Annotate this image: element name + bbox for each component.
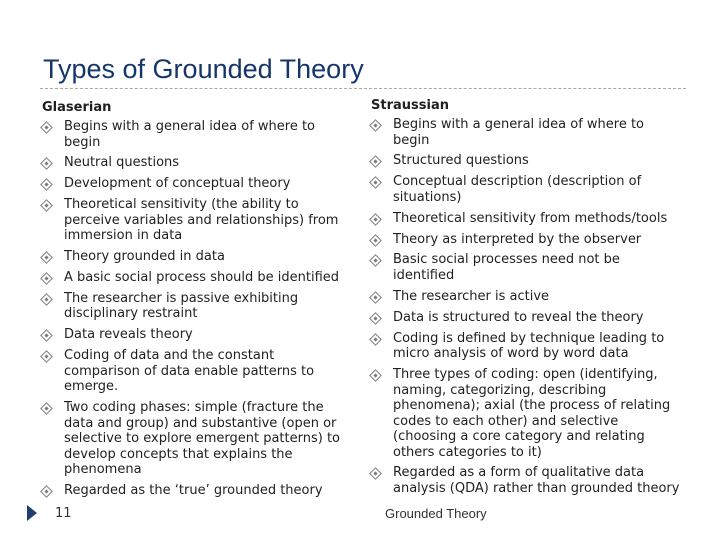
list-item: [371, 465, 683, 496]
diamond-bullet-icon: [369, 312, 382, 325]
list-item-text: Theory grounded in data: [64, 249, 225, 265]
diamond-bullet-icon: [369, 156, 382, 169]
straussian-list: [371, 117, 683, 496]
diamond-bullet-icon: [40, 293, 53, 306]
diamond-bullet-icon: [40, 158, 53, 171]
list-item: [42, 483, 352, 499]
diamond-bullet-icon: [40, 350, 53, 363]
diamond-bullet-icon: [369, 119, 382, 132]
diamond-bullet-icon: [369, 234, 382, 247]
diamond-bullet-icon: [369, 213, 382, 226]
list-item-text: A basic social process should be identified: [64, 269, 340, 285]
straussian-heading: Straussian: [371, 98, 449, 113]
list-item: [42, 119, 352, 150]
footer-arrow-icon: [27, 505, 37, 521]
list-item: [371, 174, 683, 205]
list-item-text: Theory as interpreted by the observer: [393, 231, 642, 247]
diamond-bullet-icon: [40, 402, 53, 415]
diamond-bullet-icon: [369, 291, 382, 304]
diamond-bullet-icon: [40, 251, 53, 264]
list-item: [42, 348, 352, 395]
glaserian-column: [42, 96, 352, 504]
diamond-bullet-icon: [369, 468, 382, 481]
diamond-bullet-icon: [40, 485, 53, 498]
list-item-text: Theoretical sensitivity (the ability to perceive variables and relationships) from immersion in data: [64, 197, 339, 244]
list-item: [42, 176, 352, 192]
list-item: [42, 270, 352, 286]
diamond-bullet-icon: [369, 176, 382, 189]
list-item-text: The researcher is active: [393, 288, 550, 304]
glaserian-list: [42, 119, 352, 498]
list-item-text: Regarded as the ‘true’ grounded theory: [64, 482, 323, 498]
list-item-text: Data is structured to reveal the theory: [393, 309, 644, 325]
list-item: [42, 400, 352, 478]
list-item-text: Two coding phases: simple (fracture the data and group) and substantive (open or selective to explore emergent patterns) to develop concepts that explains the phenomena: [64, 400, 341, 478]
list-item-text: Structured questions: [393, 153, 529, 169]
diamond-bullet-icon: [40, 272, 53, 285]
list-item-text: Conceptual description (description of situations): [393, 174, 642, 205]
diamond-bullet-icon: [40, 121, 53, 134]
list-item: [371, 289, 683, 305]
list-item-text: Basic social processes need not be identified: [393, 252, 620, 283]
diamond-bullet-icon: [40, 329, 53, 342]
list-item: [42, 249, 352, 265]
list-item: [42, 291, 352, 322]
list-item-text: Three types of coding: open (identifying, naming, categorizing, describing phenomena); axial (the process of relating codes to each other) and selective (choosing a core category and relating others categories to it): [393, 367, 671, 460]
list-item: [371, 211, 683, 227]
list-item: [371, 310, 683, 326]
title-divider: [40, 88, 686, 89]
diamond-bullet-icon: [369, 369, 382, 382]
footer-text: Grounded Theory: [385, 506, 487, 521]
list-item-text: Data reveals theory: [64, 327, 193, 343]
list-item: [371, 331, 683, 362]
list-item-text: Begins with a general idea of where to begin: [64, 119, 316, 150]
list-item-text: Regarded as a form of qualitative data analysis (QDA) rather than grounded theory: [393, 465, 680, 496]
list-item: [42, 155, 352, 171]
list-item-text: Neutral questions: [64, 155, 180, 171]
list-item: [371, 367, 683, 460]
list-item: [371, 153, 683, 169]
diamond-bullet-icon: [369, 333, 382, 346]
list-item: [42, 327, 352, 343]
list-item: [371, 252, 683, 283]
slide-title: Types of Grounded Theory: [43, 54, 364, 84]
list-item: [42, 197, 352, 244]
glaserian-heading: Glaserian: [42, 100, 112, 115]
diamond-bullet-icon: [40, 178, 53, 191]
list-item: [371, 232, 683, 248]
list-item-text: Development of conceptual theory: [64, 176, 291, 192]
diamond-bullet-icon: [369, 255, 382, 268]
list-item-text: Begins with a general idea of where to begin: [393, 117, 645, 148]
list-item-text: Coding of data and the constant comparison of data enable patterns to emerge.: [64, 348, 315, 395]
list-item-text: Theoretical sensitivity from methods/tools: [393, 210, 668, 226]
slide-number: 11: [55, 506, 72, 521]
list-item: [371, 117, 683, 148]
diamond-bullet-icon: [40, 199, 53, 212]
straussian-column: [371, 96, 683, 502]
list-item-text: Coding is defined by technique leading to micro analysis of word by word data: [393, 330, 665, 362]
list-item-text: The researcher is passive exhibiting disciplinary restraint: [64, 290, 299, 322]
